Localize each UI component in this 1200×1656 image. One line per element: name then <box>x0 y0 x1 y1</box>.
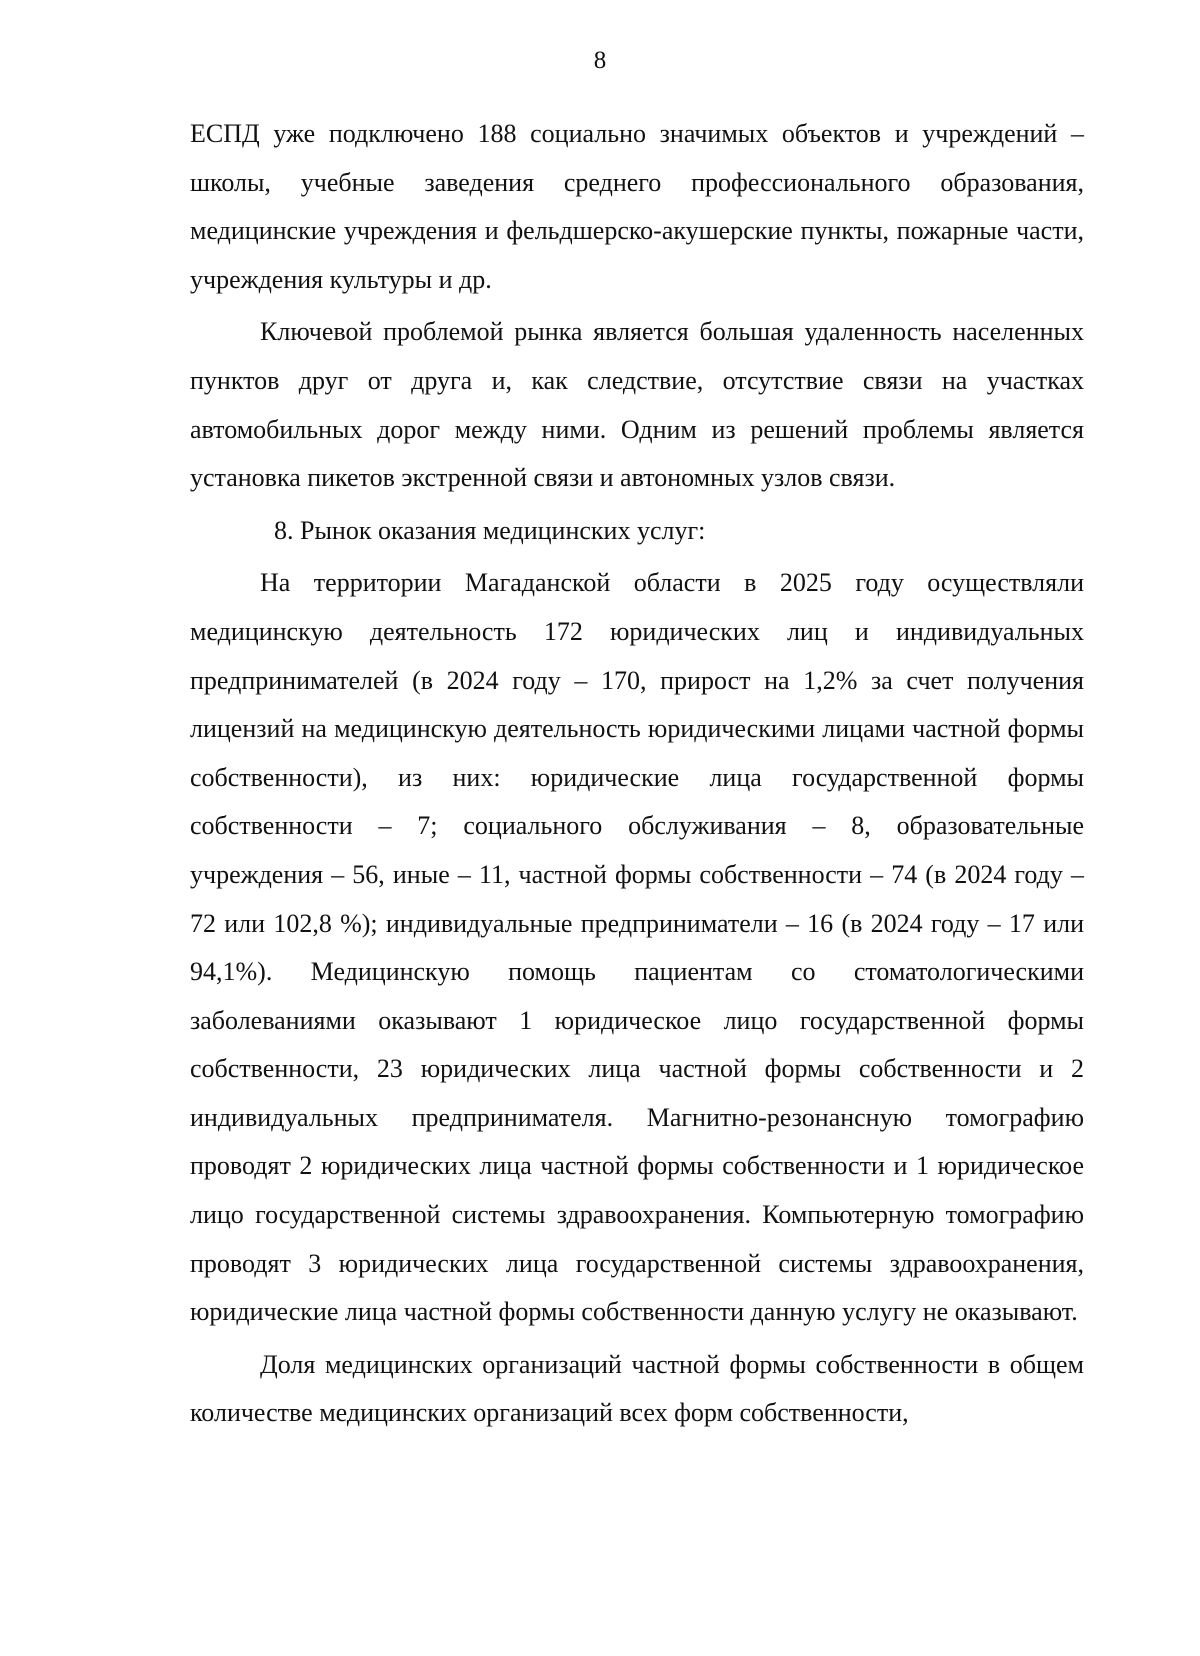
paragraph-espd-connections: ЕСПД уже подключено 188 социально значимых объектов и учреждений – школы, учебные заведения среднего профессионального образования, медицинские учреждения и фельдшерско-акушерские пункты, пожарные части, учреждения культуры и др. <box>190 119 1084 294</box>
paragraph-key-problem: Ключевой проблемой рынка является большая удаленность населенных пунктов друг от друга и, как следствие, отсутствие связи на участках автомобильных дорог между ними. Одним из решений проблемы является установка пикетов экстренной связи и автономных узлов связи. <box>190 317 1084 493</box>
paragraph-medical-activity: На территории Магаданской области в 2025 году осуществляли медицинскую деятельность 172 юридических лиц и индивидуальных предпринимателей (в 2024 году – 170, прирост на 1,2% за счет получения лицензий на медицинскую деятельность юридическими лицами частной формы собственности), из них: юридические лица государственной формы собственности – 7; социального обслуживания – 8, образовательные учреждения – 56, иные – 11, частной формы собственности – 74 (в 2024 году – 72 или 102,8 %); индивидуальные предприниматели – 16 (в 2024 году – 17 или 94,1%). Медицинскую помощь пациентам со стоматологическими заболеваниями оказывают 1 юридическое лицо государственной формы собственности, 23 юридических лица частной формы собственности и 2 индивидуальных предпринимателя. Магнитно-резонансную томографию проводят 2 юридических лица частной формы собственности и 1 юридическое лицо государственной системы здравоохранения. Компьютерную томографию проводят 3 юридических лица государственной системы здравоохранения, юридические лица частной формы собственности данную услугу не оказывают. <box>190 568 1084 1327</box>
document-body <box>190 110 1084 1442</box>
paragraph-private-share: Доля медицинских организаций частной формы собственности в общем количестве медицинских организаций всех форм собственности, <box>190 1349 1084 1428</box>
page-number: 8 <box>593 47 607 74</box>
section-heading-medical-services: 8. Рынок оказания медицинских услуг: <box>274 515 706 545</box>
